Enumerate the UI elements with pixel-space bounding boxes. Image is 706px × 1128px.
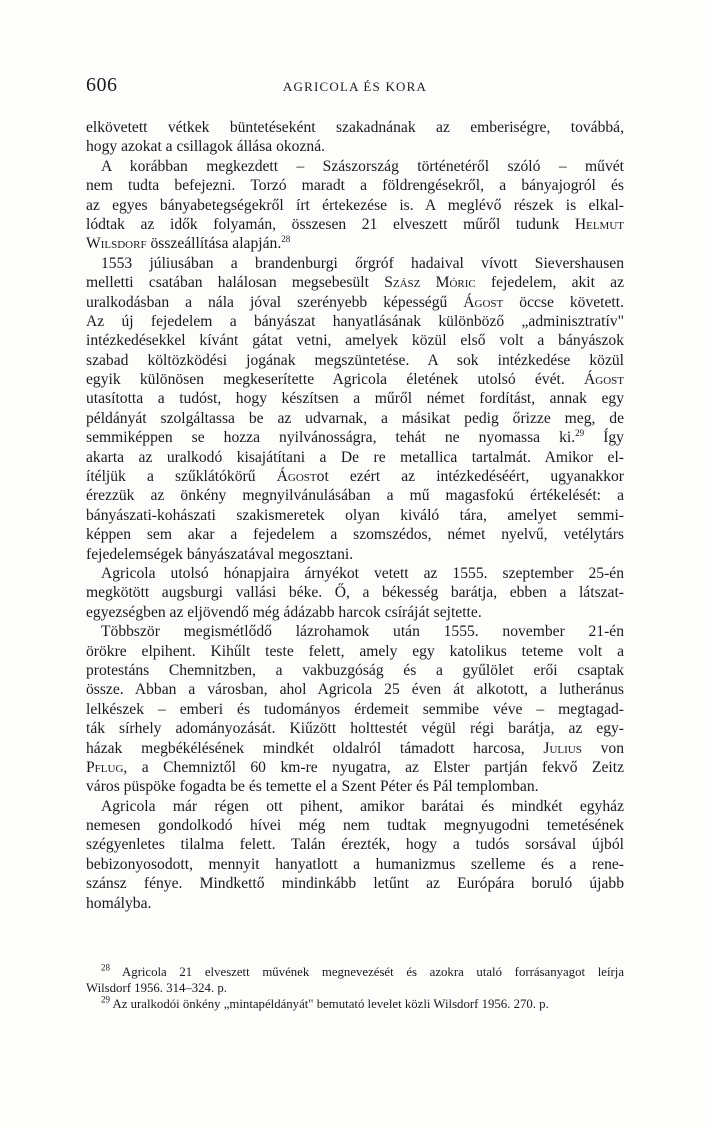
- text-line: megkötött augsburgi vallási béke. Ő, a békesség barátja, ebben a látszat-: [86, 584, 624, 602]
- person-name: Ágost: [463, 293, 504, 311]
- footnote-ref-28: 28: [281, 234, 291, 245]
- text-line: [86, 293, 624, 312]
- body-text: [86, 118, 624, 913]
- text-run: , a Chemniztől 60 km-re nyugatra, az Elster partján fekvő Zeitz: [123, 758, 624, 776]
- text-run: házak megbékélésének mindkét oldalról támadott harcosa,: [86, 739, 525, 757]
- text-line: [86, 215, 624, 234]
- text-line: elkövetett vétkek büntetéseként szakadnának az emberiségre, továbbá,: [86, 119, 624, 136]
- text-line: A korábban megkezdett – Szászország történetéről szóló – művét: [101, 157, 624, 175]
- text-line: példányát szolgáltassa be az udvarnak, a másikat pedig őrizze meg, de: [86, 409, 624, 427]
- page-header: [86, 74, 624, 98]
- footnote-29: [86, 996, 624, 1012]
- running-head: AGRICOLA ÉS KORA: [282, 79, 428, 94]
- page-number: 606: [86, 74, 118, 96]
- person-name: Szász Móric: [384, 274, 476, 292]
- text-run: Így: [603, 429, 624, 447]
- text-line: protestáns Chemnitzben, a vakbuzgóság és a gyűlölet erői csaptak: [86, 661, 624, 679]
- text-line: hogy azokat a csillagok állása okozná.: [86, 138, 326, 156]
- footnotes: [86, 964, 624, 1012]
- text-line: Agricola már régen ott pihent, amikor barátai és mindkét egyház: [101, 797, 624, 815]
- text-line: [86, 739, 624, 758]
- text-line: Agricola utolsó hónapjaira árnyékot vetett az 1555. szeptember 25-én: [101, 564, 624, 582]
- text-line: bányászati-kohászati szakismeretek olyan kiváló tára, amelyet semmi-: [86, 506, 624, 524]
- text-line: érezzük az önkény megnyilvánulásában a mű magasfokú értékelését: a: [86, 487, 624, 505]
- text-line: [86, 273, 624, 292]
- text-line: össze. Abban a városban, ahol Agricola 25 éven át alkotott, a lutheránus: [86, 681, 624, 699]
- text-run: semmiképpen se hozza nyilvánosságra, tehát ne nyomassa ki.: [86, 429, 576, 447]
- person-name: Ágost: [276, 468, 317, 486]
- footnote-text: Agricola 21 elveszett művének megnevezését és azokra utaló forrásanyagot leírja: [121, 965, 624, 979]
- text-line: bebizonyosodott, mennyit hanyatlott a humanizmus szelleme és a rene-: [86, 855, 624, 873]
- text-line: [86, 467, 624, 486]
- text-run: melletti csatában halálosan megsebesült: [86, 274, 369, 292]
- person-name: Ágost: [584, 371, 624, 389]
- author-name: Wilsdorf: [86, 235, 147, 253]
- text-line: 1553 júliusában a brandenburgi őrgróf hadaival vívott Sievershausen: [101, 254, 624, 272]
- text-run: ítéljük a szűklátókörű: [86, 468, 256, 486]
- text-line: [86, 370, 624, 389]
- footnote-28: [86, 964, 624, 980]
- footnote-marker: 28: [101, 962, 110, 973]
- person-name: Julius: [543, 739, 582, 757]
- text-line: lelkészek – emberi és tudományos érdemeit semmibe véve – megtagad-: [86, 700, 624, 718]
- text-line: fejedelemségek bányászatával megosztani.: [86, 545, 354, 563]
- text-run: összeállítása alapján.: [150, 235, 282, 253]
- text-line: szabad költözködési jogának megszüntetése. A sok intézkedése közül: [86, 351, 624, 369]
- text-line: utasította a tudóst, hogy készítsen a műről német fordítást, annak egy: [86, 390, 624, 408]
- text-line: ták sírhely adományozását. Kiűzött holttestét végül régi barátja, az egy-: [86, 720, 624, 738]
- text-line: Többször megismétlődő lázrohamok után 1555. november 21-én: [101, 623, 624, 641]
- text-line: képpen sem akar a fejedelem a szomszédos, német nyelvű, vetélytárs: [86, 526, 624, 544]
- text-line: [86, 234, 624, 253]
- text-run: öccse követett.: [519, 293, 624, 311]
- text-run: egyik különösen megkeserítette Agricola életének utolsó évét.: [86, 371, 565, 389]
- text-line: város püspöke fogadta be és temette el a Szent Péter és Pál templomban.: [86, 778, 539, 796]
- text-run: lódtak az idők folyamán, összesen 21 elveszett műről tudunk: [86, 215, 560, 233]
- footnote-marker: 29: [101, 994, 110, 1005]
- text-line: nem tudta befejezni. Torzó maradt a földrengésekről, a bányajogról és: [86, 177, 624, 195]
- person-name: Pflug: [86, 758, 124, 776]
- footnote-text: Az uralkodói önkény „mintapéldányát" bemutató levelet közli Wilsdorf 1956. 270. p.: [112, 997, 549, 1011]
- text-run: fejedelem, akit az: [490, 274, 625, 292]
- footnote-ref-29: 29: [575, 428, 585, 439]
- author-name: Helmut: [574, 215, 624, 233]
- text-line: homályba.: [86, 894, 152, 912]
- footnote-28-continuation: Wilsdorf 1956. 314–324. p.: [86, 981, 227, 995]
- text-line: szánsz fénye. Mindkettő mindinkább letűnt az Európára boruló újabb: [86, 875, 624, 893]
- text-run: uralkodásban a nála jóval szerényebb képességű: [86, 293, 448, 311]
- text-run: ot ezért az intézkedéséért, ugyanakkor: [316, 468, 624, 486]
- text-line: örökre elpihent. Kihűlt teste felett, amely egy katolikus teteme volt a: [86, 642, 624, 660]
- text-line: Az új fejedelem a bányászat hanyatlásának különböző „adminisztratív": [86, 312, 624, 330]
- text-line: [86, 428, 624, 447]
- text-run: von: [600, 739, 624, 757]
- text-line: az egyes bányabetegségekről írt értekezése is. A meglévő részek is elkal-: [86, 196, 624, 214]
- text-line: [86, 758, 624, 777]
- text-line: akarta az uralkodó kisajátítani a De re metallica tartalmát. Amikor el-: [86, 448, 624, 466]
- text-line: szégyenletes tilalma felett. Talán érezték, hogy a tudós sorsával újból: [86, 836, 624, 854]
- text-line: egyezségben az eljövendő még ádázabb harcok csíráját sejtette.: [86, 603, 482, 621]
- text-line: intézkedésekkel kívánt gátat vetni, amelyek közül első volt a bányászok: [86, 332, 624, 350]
- text-line: nemesen gondolkodó hívei még nem tudtak megnyugodni temetésének: [86, 817, 624, 835]
